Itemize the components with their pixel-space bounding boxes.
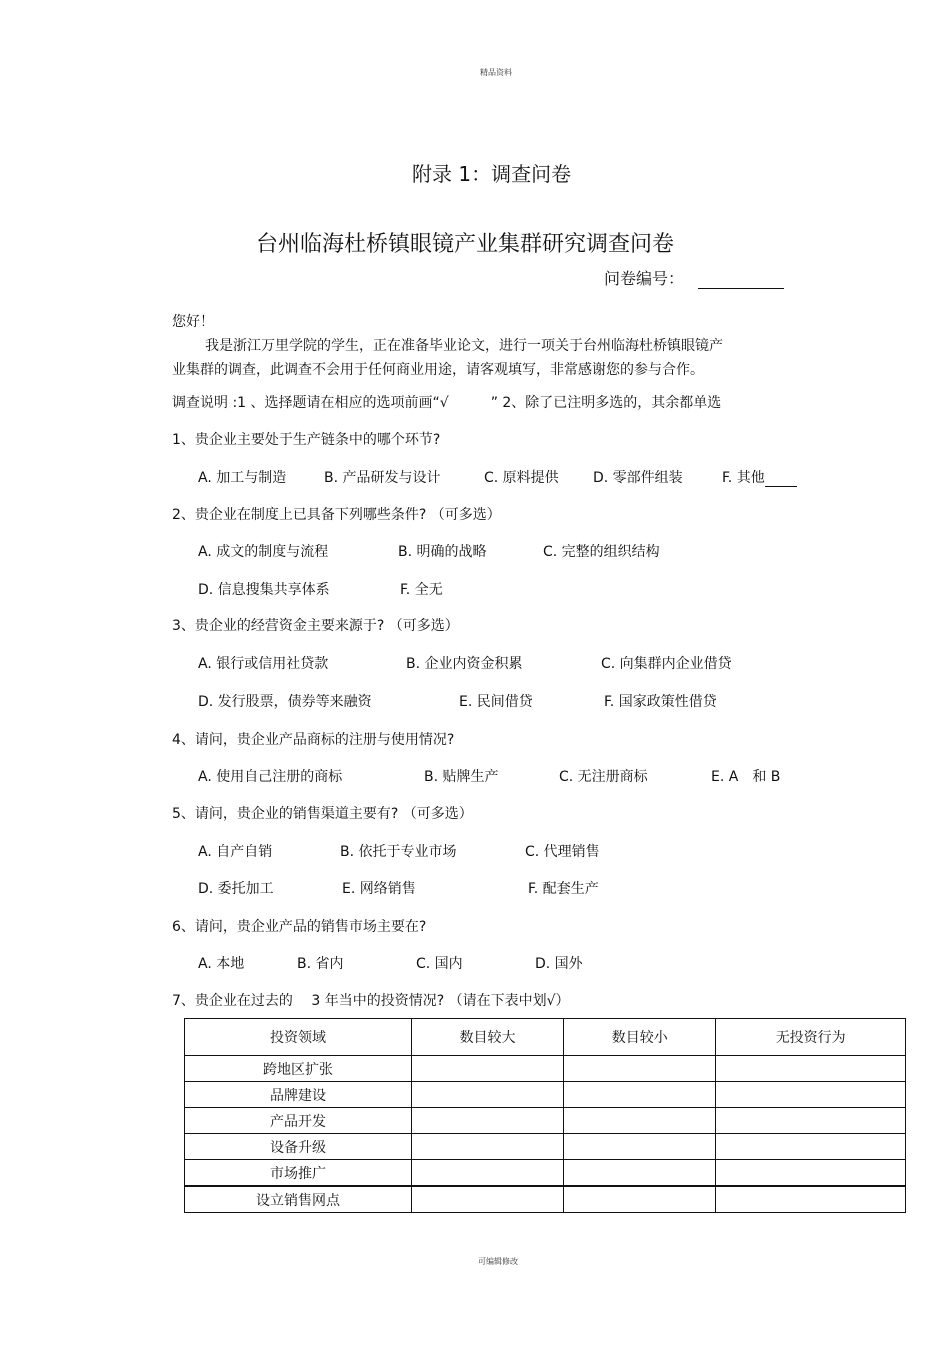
- table-row: [185, 1186, 906, 1213]
- row-label: 跨地区扩张: [185, 1056, 412, 1082]
- question-6: 6、请问，贵企业产品的销售市场主要在?: [172, 919, 427, 935]
- option[interactable]: E. 网络销售: [342, 881, 416, 897]
- option[interactable]: E. 民间借贷: [459, 694, 533, 710]
- table-row: [185, 1108, 906, 1134]
- option[interactable]: C. 国内: [416, 956, 463, 972]
- questionnaire-number: [604, 266, 784, 289]
- option[interactable]: D. 发行股票，债券等来融资: [198, 694, 372, 710]
- table-row: [185, 1082, 906, 1108]
- row-label: 品牌建设: [185, 1082, 412, 1108]
- main-title: 台州临海杜桥镇眼镜产业集群研究调查问卷: [256, 232, 675, 257]
- intro-line-1: 我是浙江万里学院的学生，正在准备毕业论文，进行一项关于台州临海杜桥镇眼镜产: [205, 338, 723, 354]
- table-header: 投资领域: [185, 1019, 412, 1056]
- greeting: 您好！: [172, 314, 214, 330]
- option[interactable]: D. 信息搜集共享体系: [198, 582, 330, 598]
- table-row: [185, 1134, 906, 1160]
- row-label: 市场推广: [185, 1160, 412, 1187]
- option[interactable]: B. 贴牌生产: [424, 769, 499, 785]
- option[interactable]: A. 自产自销: [198, 844, 273, 860]
- check-cell[interactable]: [411, 1160, 563, 1187]
- option[interactable]: E. A 和 B: [711, 769, 781, 785]
- check-cell[interactable]: [564, 1186, 716, 1213]
- question-1: 1、贵企业主要处于生产链条中的哪个环节?: [172, 432, 441, 448]
- option[interactable]: A. 使用自己注册的商标: [198, 769, 343, 785]
- question-3: 3、贵企业的经营资金主要来源于? （可多选）: [172, 618, 459, 634]
- option[interactable]: B. 明确的战略: [398, 544, 487, 560]
- option[interactable]: B. 依托于专业市场: [340, 844, 457, 860]
- option[interactable]: F. 全无: [400, 582, 443, 598]
- option[interactable]: F. 国家政策性借贷: [604, 694, 717, 710]
- instructions: 调查说明 :1 、选择题请在相应的选项前画“√ ” 2、除了已注明多选的，其余都单选: [172, 395, 722, 411]
- option[interactable]: F. 配套生产: [528, 881, 599, 897]
- question-5: 5、请问，贵企业的销售渠道主要有? （可多选）: [172, 806, 473, 822]
- check-cell[interactable]: [716, 1134, 906, 1160]
- table-row: [185, 1056, 906, 1082]
- question-4: 4、请问，贵企业产品商标的注册与使用情况?: [172, 732, 455, 748]
- question-2: 2、贵企业在制度上已具备下列哪些条件? （可多选）: [172, 507, 501, 523]
- option[interactable]: C. 完整的组织结构: [543, 544, 660, 560]
- check-cell[interactable]: [411, 1134, 563, 1160]
- check-cell[interactable]: [716, 1108, 906, 1134]
- check-cell[interactable]: [716, 1082, 906, 1108]
- questionnaire-number-blank[interactable]: [698, 272, 784, 289]
- investment-table: [184, 1018, 906, 1213]
- table-header: 数目较小: [564, 1019, 716, 1056]
- table-header: 无投资行为: [716, 1019, 906, 1056]
- option[interactable]: B. 企业内资金积累: [406, 656, 523, 672]
- check-cell[interactable]: [411, 1186, 563, 1213]
- check-cell[interactable]: [564, 1160, 716, 1187]
- check-cell[interactable]: [564, 1082, 716, 1108]
- option[interactable]: A. 成文的制度与流程: [198, 544, 329, 560]
- other-blank[interactable]: [765, 472, 797, 487]
- table-header: 数目较大: [411, 1019, 563, 1056]
- check-cell[interactable]: [411, 1108, 563, 1134]
- row-label: 产品开发: [185, 1108, 412, 1134]
- question-7: 7、贵企业在过去的 3 年当中的投资情况? （请在下表中划√）: [172, 993, 570, 1009]
- table-row: [185, 1160, 906, 1187]
- check-cell[interactable]: [716, 1056, 906, 1082]
- questionnaire-number-label: 问卷编号：: [604, 269, 685, 288]
- option[interactable]: A. 银行或信用社贷款: [198, 656, 329, 672]
- option[interactable]: D. 国外: [535, 956, 583, 972]
- header-note: 精品资料: [480, 68, 512, 77]
- option[interactable]: D. 零部件组装: [593, 470, 683, 486]
- appendix-title: 附录 1：调查问卷: [412, 162, 572, 186]
- table-header-row: [185, 1019, 906, 1056]
- option-other[interactable]: [722, 467, 797, 487]
- check-cell[interactable]: [716, 1186, 906, 1213]
- check-cell[interactable]: [411, 1082, 563, 1108]
- option[interactable]: C. 原料提供: [484, 470, 559, 486]
- check-cell[interactable]: [411, 1056, 563, 1082]
- check-cell[interactable]: [716, 1160, 906, 1187]
- check-cell[interactable]: [564, 1134, 716, 1160]
- row-label: 设立销售网点: [185, 1186, 412, 1213]
- row-label: 设备升级: [185, 1134, 412, 1160]
- check-cell[interactable]: [564, 1108, 716, 1134]
- footer-note: 可编辑修改: [478, 1257, 518, 1266]
- option[interactable]: C. 无注册商标: [559, 769, 648, 785]
- option-other-label: F. 其他: [722, 470, 765, 486]
- option[interactable]: A. 本地: [198, 956, 245, 972]
- option[interactable]: B. 产品研发与设计: [324, 470, 441, 486]
- option[interactable]: C. 代理销售: [525, 844, 600, 860]
- option[interactable]: D. 委托加工: [198, 881, 274, 897]
- check-cell[interactable]: [564, 1056, 716, 1082]
- intro-line-2: 业集群的调查，此调查不会用于任何商业用途，请客观填写，非常感谢您的参与合作。: [172, 362, 704, 378]
- option[interactable]: A. 加工与制造: [198, 470, 287, 486]
- option[interactable]: B. 省内: [297, 956, 344, 972]
- option[interactable]: C. 向集群内企业借贷: [601, 656, 732, 672]
